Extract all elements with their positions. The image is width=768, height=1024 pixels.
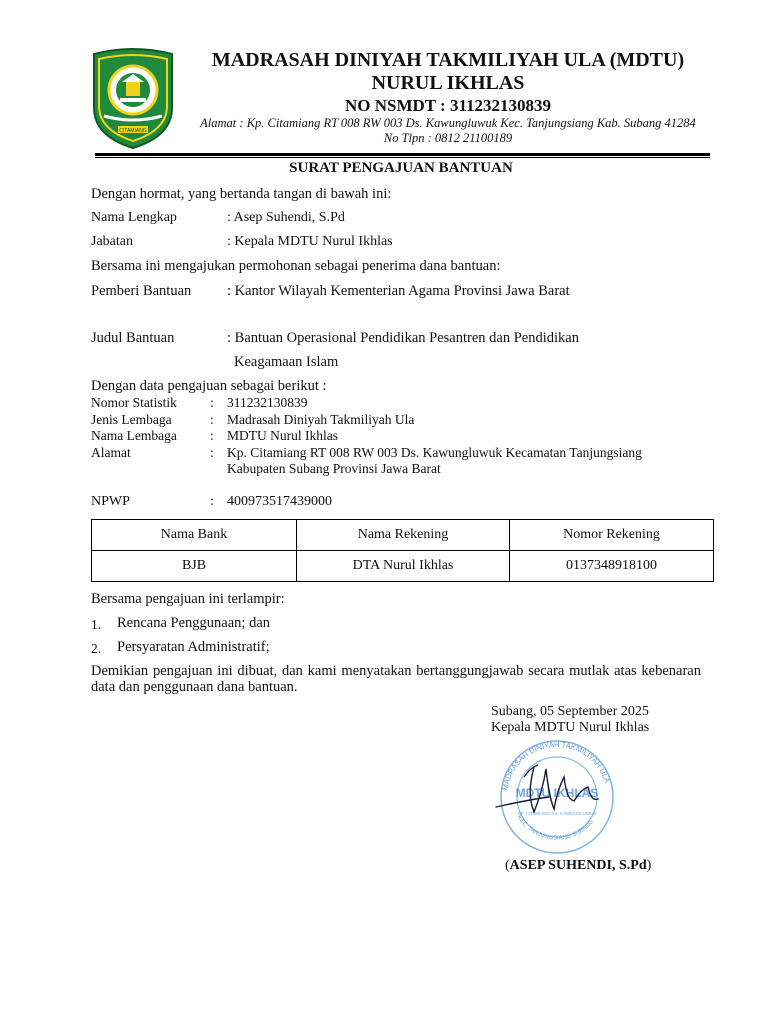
school-name-line1: MADRASAH DINIYAH TAKMILIYAH ULA (MDTU): [211, 49, 685, 71]
detail-value-type: Madrasah Diniyah Takmiliyah Ula: [227, 412, 415, 427]
table-row: [92, 551, 714, 582]
npwp-colon: :: [210, 494, 214, 509]
detail-colon: :: [210, 412, 214, 427]
stamp-bottom-text: KP. CITAMIANG DS. KAWUNGLUWUK: [517, 811, 597, 816]
table-header-account-number: Nomor Rekening: [510, 520, 714, 551]
closing-paragraph: Demikian pengajuan ini dibuat, dan kami menyatakan bertanggungjawab secara mutlak atas kebenaran data dan penggunaan dana bantuan.: [91, 663, 701, 695]
detail-label-statistic: Nomor Statistik: [91, 395, 177, 410]
signer-name-value: : Asep Suhendi, S.Pd: [227, 210, 345, 225]
stamp-center-text: MDTU IKHLAS: [515, 786, 599, 800]
greeting: Dengan hormat, yang bertanda tangan di bawah ini:: [91, 186, 392, 202]
detail-colon: :: [210, 428, 214, 443]
place-date: Subang, 05 September 2025: [491, 704, 649, 719]
attachments-intro: Bersama pengajuan ini terlampir:: [91, 591, 285, 607]
svg-text:KEC. TANJUNGSIANG SUBANG: [516, 815, 595, 842]
stamp-ring-bottom-text: KEC. TANJUNGSIANG SUBANG: [515, 814, 595, 842]
detail-label-name: Nama Lembaga: [91, 428, 177, 443]
table-cell-account-name: DTA Nurul Ikhlas: [297, 551, 510, 582]
header-divider-thin: [95, 157, 710, 158]
table-header-row: [92, 520, 714, 551]
data-intro: Dengan data pengajuan sebagai berikut :: [91, 378, 327, 394]
attachment-item: Rencana Penggunaan; dan: [117, 615, 271, 631]
detail-value-statistic: 311232130839: [227, 395, 308, 410]
header-divider-thick: [95, 153, 710, 156]
nsmdt-number: NO NSMDT : 311232130839: [344, 96, 552, 115]
signer-name: ASEP SUHENDI, S.Pd: [509, 858, 647, 873]
detail-value-address-cont: Kabupaten Subang Provinsi Jawa Barat: [227, 461, 441, 476]
stamp-ring-top-text: MADRASAH DINIYAH TAKMILIYAH ULA: [500, 739, 612, 792]
letter-title: SURAT PENGAJUAN BANTUAN: [289, 160, 513, 176]
attachment-item: Persyaratan Administratif;: [117, 639, 270, 655]
attachment-number: 2.: [91, 641, 102, 656]
detail-label-address: Alamat: [91, 445, 131, 460]
detail-label-type: Jenis Lembaga: [91, 412, 172, 427]
school-phone: No Tlpn : 0812 21100189: [383, 131, 513, 145]
signer-name-open-paren: (: [505, 858, 510, 873]
request-intro: Bersama ini mengajukan permohonan sebagai penerima dana bantuan:: [91, 258, 501, 274]
aid-title-value: : Bantuan Operasional Pendidikan Pesantren dan Pendidikan: [227, 330, 579, 346]
table-header-bank: Nama Bank: [92, 520, 297, 551]
school-address: Alamat : Kp. Citamiang RT 008 RW 003 Ds. Kawungluwuk Kec. Tanjungsiang Kab. Subang 41284: [200, 116, 696, 130]
official-stamp-with-signature: [494, 737, 620, 855]
logo-text-top: DTA NURUL IKHLAS: [109, 60, 157, 66]
giver-value: : Kantor Wilayah Kementerian Agama Provinsi Jawa Barat: [227, 283, 570, 299]
detail-colon: :: [210, 445, 214, 460]
aid-title-label: Judul Bantuan: [91, 330, 175, 346]
signer-position-value: : Kepala MDTU Nurul Ikhlas: [227, 234, 393, 249]
attachment-number: 1.: [91, 617, 102, 632]
npwp-label: NPWP: [91, 494, 130, 509]
giver-label: Pemberi Bantuan: [91, 283, 192, 299]
table-cell-account-number: 0137348918100: [510, 551, 714, 582]
signer-position: Kepala MDTU Nurul Ikhlas: [491, 720, 650, 735]
aid-title-value-cont: Keagamaan Islam: [234, 354, 339, 370]
table-cell-bank: BJB: [92, 551, 297, 582]
logo-text-bottom: CITAMIANG: [119, 128, 147, 134]
bank-table: [91, 519, 714, 582]
detail-value-name: MDTU Nurul Ikhlas: [227, 428, 338, 443]
detail-colon: :: [210, 395, 214, 410]
signer-name-block: [505, 858, 651, 874]
signer-name-close-paren: ): [646, 858, 652, 873]
detail-value-address: Kp. Citamiang RT 008 RW 003 Ds. Kawungluwuk Kecamatan Tanjungsiang: [227, 445, 642, 460]
signer-position-label: Jabatan: [91, 234, 133, 249]
table-header-account-name: Nama Rekening: [297, 520, 510, 551]
signer-name-label: Nama Lengkap: [91, 210, 177, 225]
npwp-value: 400973517439000: [227, 494, 332, 509]
school-name-line2: NURUL IKHLAS: [371, 72, 525, 94]
